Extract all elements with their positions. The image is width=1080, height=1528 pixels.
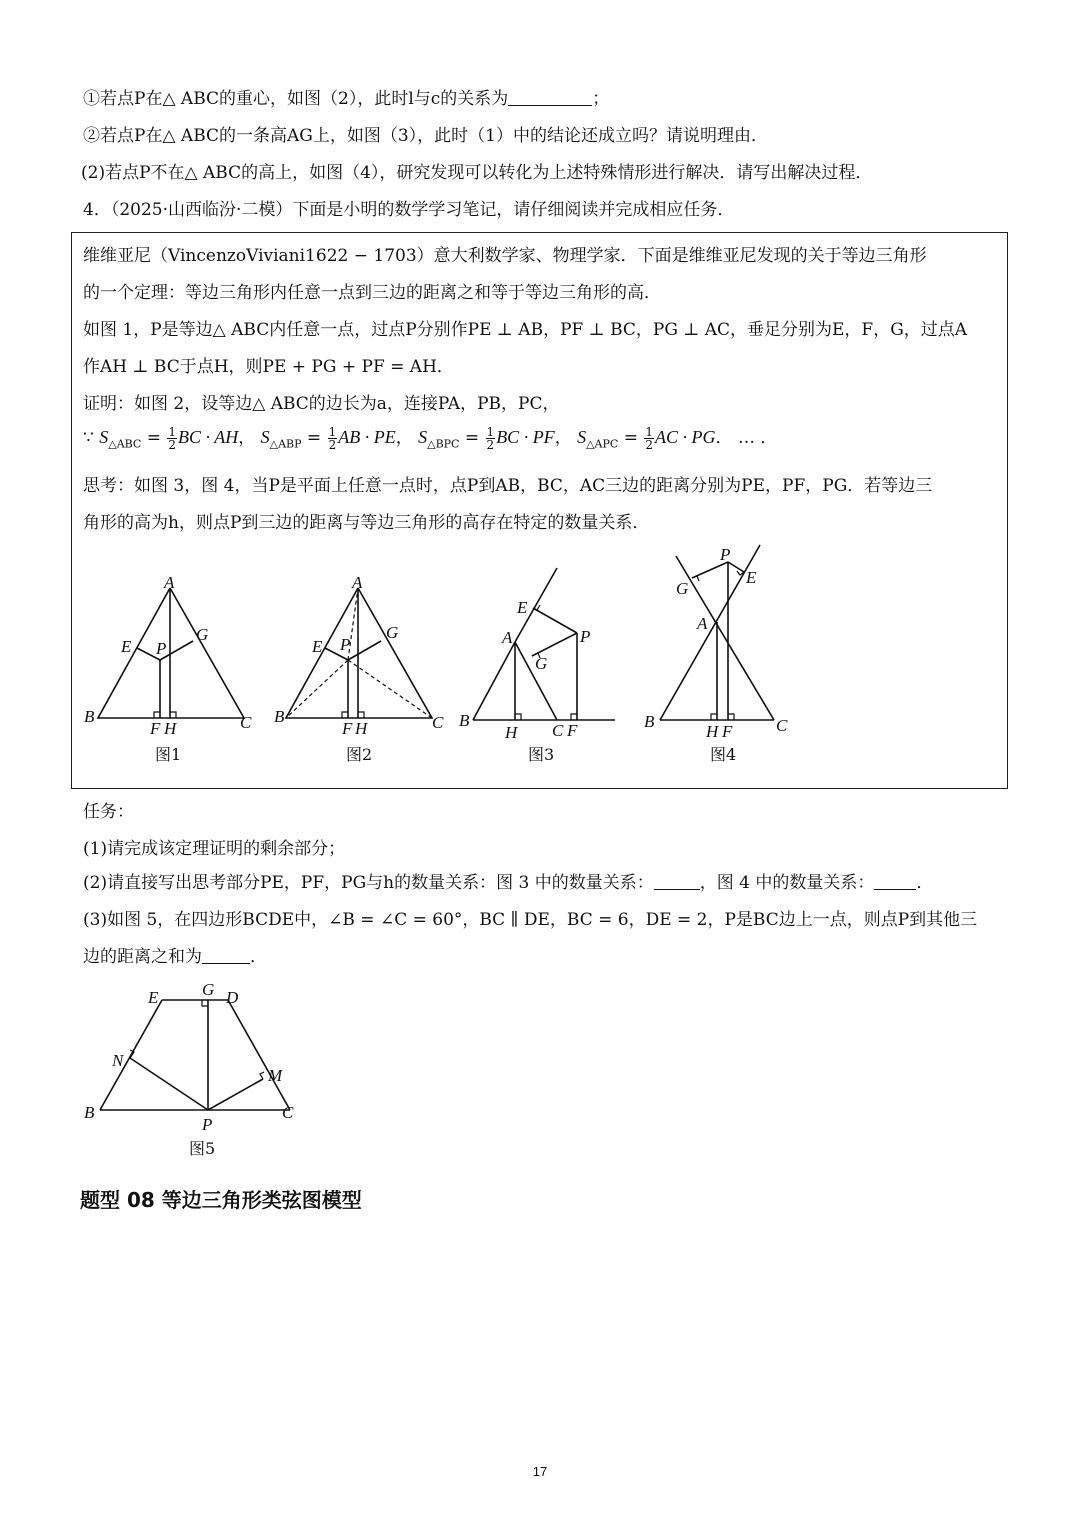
svg-text:图5: 图5 [189,1139,216,1158]
svg-text:H: H [355,719,368,738]
svg-text:D: D [226,988,239,1007]
svg-text:G: G [196,625,209,644]
figure-3 [455,560,630,770]
svg-text:P: P [156,639,167,658]
svg-text:P: P [720,545,731,564]
note-p7: 思考：如图 3，图 4，当P是平面上任意一点时，点P到AB，BC，AC三边的距离分别为PE，PF，PG．若等边三 [83,476,933,496]
svg-text:C: C [282,1103,294,1122]
svg-text:E: E [746,568,757,587]
svg-text:P: P [202,1115,213,1134]
svg-text:E: E [312,637,323,656]
svg-text:A: A [352,573,363,592]
note-p3: 如图 1，P是等边△ ABC内任意一点，过点P分别作PE ⊥ AB，PF ⊥ BC，PG ⊥ AC，垂足分别为E，F，G，过点A [83,320,968,340]
prev-item-1: ①若点P在△ ABC的重心，如图（2），此时l与c的关系为 ； [83,89,610,109]
svg-text:P: P [580,627,591,646]
task-3-line2: 边的距离之和为 ． [83,947,267,967]
tasks-label: 任务： [83,802,134,822]
note-p2: 的一个定理：等边三角形内任意一点到三边的距离之和等于等边三角形的高． [83,283,661,303]
answer-blank[interactable] [508,88,592,106]
task-3: (3)如图 5，在四边形BCDE中，∠B = ∠C = 60°，BC ∥ DE，BC = 6，DE = 2，P是BC边上一点，则点P到其他三 [83,910,978,930]
svg-text:A: A [697,614,708,633]
svg-text:图4: 图4 [710,745,737,764]
svg-text:B: B [644,712,655,731]
svg-text:F: F [342,719,353,738]
note-p8: 角形的高为h，则点P到三边的距离与等边三角形的高存在特定的数量关系． [83,513,650,533]
question-4-header: 4．（2025·山西临汾·二模）下面是小明的数学学习笔记，请仔细阅读并完成相应任务． [83,200,735,220]
task-2: (2)请直接写出思考部分PE，PF，PG与h的数量关系：图 3 中的数量关系： ，图 4 中的数量关系： ． [83,873,934,893]
note-p5: 证明：如图 2，设等边△ ABC的边长为a，连接PA，PB，PC， [83,394,560,414]
svg-text:C: C [552,721,564,740]
prev-part-2: (2)若点P不在△ ABC的高上，如图（4），研究发现可以转化为上述特殊情形进行解决．请写出解决过程． [81,163,873,183]
svg-text:H: H [164,719,177,738]
svg-text:图3: 图3 [528,745,555,764]
fig3-relation-blank[interactable] [654,872,700,890]
page-number: 17 [532,1464,548,1479]
note-p4: 作AH ⊥ BC于点H，则PE + PG + PF = AH． [83,357,454,377]
svg-text:G: G [676,579,689,598]
svg-text:B: B [84,707,95,726]
svg-text:G: G [535,654,548,673]
svg-text:N: N [112,1051,124,1070]
svg-text:M: M [268,1066,283,1085]
figure-4 [640,540,800,770]
svg-text:A: A [164,573,175,592]
figure-5 [80,978,305,1163]
figure-2 [268,570,458,770]
section-title: 题型 08 等边三角形类弦图模型 [80,1188,362,1212]
svg-text:C: C [240,713,252,732]
svg-text:G: G [386,623,399,642]
prev-item-2: ②若点P在△ ABC的一条高AG上，如图（3），此时（1）中的结论还成立吗？请说明理由． [83,126,768,146]
svg-text:F: F [722,722,733,741]
svg-text:F: F [567,721,578,740]
svg-text:E: E [517,598,528,617]
svg-text:P: P [340,635,351,654]
svg-text:图1: 图1 [155,745,182,764]
note-p1: 维维亚尼（VincenzoViviani1622 − 1703）意大利数学家、物理学家．下面是维维亚尼发现的关于等边三角形 [83,246,927,266]
note-area-formulas: ∵ $S_{\triangle ABC}$ = $\frac{1}{2}$ BC · AH， $S_{\triangle ABP}$ = $\frac{1}{2}$ AB · PE， $S_{\triangle BPC}$ = $\frac{1}{2}$ BC · PF， $S_{\triangle APC}$ = $\frac{1}{2}$ AC · PG． … ． [83,425,778,452]
svg-text:B: B [459,711,470,730]
svg-text:B: B [84,1103,95,1122]
task-1: (1)请完成该定理证明的剩余部分； [83,839,346,859]
svg-text:H: H [706,722,719,741]
svg-text:G: G [202,980,215,999]
svg-text:B: B [274,707,285,726]
svg-text:E: E [121,637,132,656]
svg-text:F: F [150,719,161,738]
svg-text:E: E [148,988,159,1007]
svg-text:图2: 图2 [346,745,373,764]
figure-1 [80,570,270,770]
svg-text:H: H [505,723,518,742]
distance-sum-blank[interactable] [202,946,250,964]
svg-text:C: C [432,713,444,732]
svg-text:A: A [502,628,513,647]
svg-text:C: C [776,716,788,735]
fig4-relation-blank[interactable] [874,872,916,890]
